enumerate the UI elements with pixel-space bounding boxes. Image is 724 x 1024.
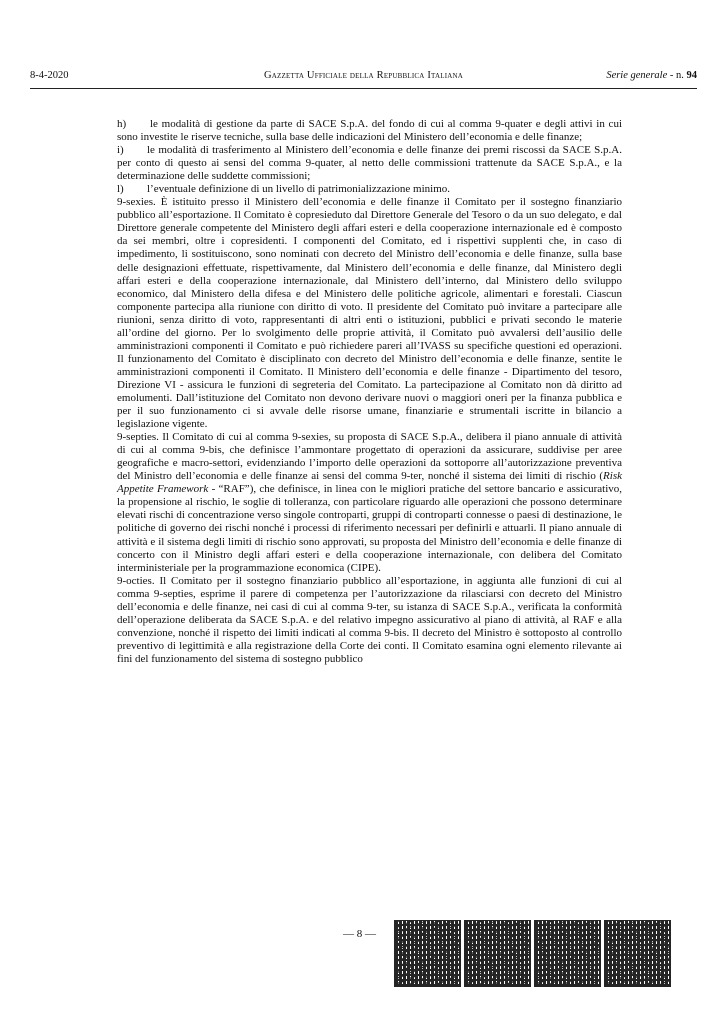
qr-code-icon <box>604 920 671 987</box>
item-label: l) <box>117 183 124 196</box>
header-title: Gazzetta Ufficiale della Repubblica Italiana <box>264 70 463 81</box>
paragraph-italic: Risk Appetite Framework <box>117 470 622 496</box>
list-item-i <box>117 144 622 183</box>
paragraph-9-octies: 9-octies. Il Comitato per il sostegno finanziario pubblico all’esportazione, in aggiunta alle funzioni di cui al comma 9-septies, esprime il parere di competenza per l’autorizzazione da rilasciarsi con decreto del Ministro dell’economia e delle finanze, nei casi di cui al comma 9-ter, su istanza di SACE S.p.A., verificata la conformità dell’operazione deliberata da SACE S.p.A. e del relativo impegno assicurativo al piano di attività, al RAF e alla convenzione, nonché il rispetto dei limiti indicati al comma 9-bis. Il decreto del Ministro è sottoposto al controllo preventivo di legittimità e alla registrazione della Corte dei conti. Il Comitato esamina ogni elemento rilevante ai fini del funzionamento del sistema di sostegno pubblico <box>117 574 622 665</box>
document-body <box>117 118 622 666</box>
qr-code-icon <box>394 920 461 987</box>
qr-code-icon <box>464 920 531 987</box>
paragraph-9-septies <box>117 431 622 575</box>
item-label: h) <box>117 118 127 130</box>
page-number: — 8 — <box>343 928 376 940</box>
header-series-sep: - n. <box>667 70 687 81</box>
header-date: 8-4-2020 <box>30 70 69 81</box>
header-series <box>606 68 697 84</box>
list-item-l <box>117 183 622 196</box>
item-text: le modalità di gestione da parte di SACE S.p.A. del fondo di cui al comma 9-quater e degli attivi in cui sono investite le riserve tecniche, sulla base delle indicazioni del Ministero dell’economia e delle finanze; <box>117 118 622 144</box>
header-series-label: Serie generale <box>606 70 668 81</box>
paragraph-text: - “RAF”), che definisce, in linea con le migliori pratiche del settore bancario e assicurativo, la propensione al rischio, le soglie di tolleranza, con particolare riguardo alle operazioni che possono determinare elevati rischi di concentrazione verso singole controparti, gruppi di controparti connesse o paesi di destinazione, le politiche di governo dei rischi nonché i processi di riferimento necessari per definirli e attuarli. Il piano annuale di attività e il sistema degli limiti di rischio sono approvati, su proposta del Ministro dell’economia e delle finanze di concerto con il Ministro degli affari esteri e della cooperazione internazionale, con delibera del Comitato interministeriale per la programmazione economica (CIPE). <box>117 483 623 574</box>
list-item-h <box>117 118 622 144</box>
item-text: l’eventuale definizione di un livello di patrimonializzazione minimo. <box>147 183 451 196</box>
qr-code-icon <box>534 920 601 987</box>
page-header <box>30 68 697 84</box>
item-text: le modalità di trasferimento al Ministero dell’economia e delle finanze dei premi riscossi da SACE S.p.A. per conto di questo ai sensi del comma 9-quater, al netto delle commissioni trattenute da SACE S.p.A., e la determinazione delle suddette commissioni; <box>117 144 622 183</box>
header-rule <box>30 88 697 89</box>
page-footer <box>0 920 724 990</box>
paragraph-9-sexies: 9-sexies. È istituito presso il Ministero dell’economia e delle finanze il Comitato per il sostegno finanziario pubblico all’esportazione. Il Comitato è copresieduto dal Direttore Generale del Tesoro o da un suo delegato, e dal Direttore generale competente del Ministero degli affari esteri e della cooperazione internazionale ed è composto da sei membri, oltre i copresidenti. I componenti del Comitato, ed i rispettivi supplenti che, in caso di impedimento, li sostituiscono, sono nominati con decreto del Ministro dell’economia e delle finanze, sulla base delle designazioni effettuate, rispettivamente, dal Ministero dell’economia e delle finanze, dal Ministero degli affari esteri e della cooperazione internazionale, dal Ministero dell’interno, dal Ministero dello sviluppo economico, dal Ministero della difesa e del Ministero delle politiche agricole, alimentari e forestali. Ciascun componente partecipa alla riunione con diritto di voto. Il presidente del Comitato può invitare a partecipare alle riunioni, senza diritto di voto, rappresentanti di altri enti o istituzioni, pubblici e privati secondo le materie all’ordine del giorno. Per lo svolgimento delle proprie attività, il Comitato può avvalersi dell’ausilio delle amministrazioni componenti il Comitato e può richiedere pareri all’IVASS su specifiche questioni ed operazioni. Il funzionamento del Comitato è disciplinato con decreto del Ministro dell’economia e delle finanze, sentite le amministrazioni componenti il Comitato. Il Ministero dell’economia e delle finanze - Dipartimento del tesoro, Direzione VI - assicura le funzioni di segreteria del Comitato. La partecipazione al Comitato non dà diritto ad emolumenti. Dall’istituzione del Comitato non devono derivare nuovi o maggiori oneri per la finanza pubblica e per il suo funzionamento ci si avvale delle risorse umane, finanziarie e strumentali iscritte in bilancio a legislazione vigente. <box>117 196 622 431</box>
paragraph-text: 9-septies. Il Comitato di cui al comma 9-sexies, su proposta di SACE S.p.A., delibera il piano annuale di attività di cui al comma 9-bis, che definisce l’ammontare progettato di operazioni da assicurare, suddivise per aree geografiche e macro-settori, evidenziando l’importo delle operazioni da sottoporre all’autorizzazione preventiva del Ministro dell’economia e delle finanze ai sensi del comma 9-ter, nonché il sistema dei limiti di rischio ( <box>117 431 622 483</box>
header-series-number: 94 <box>686 70 697 81</box>
item-label: i) <box>117 144 124 157</box>
